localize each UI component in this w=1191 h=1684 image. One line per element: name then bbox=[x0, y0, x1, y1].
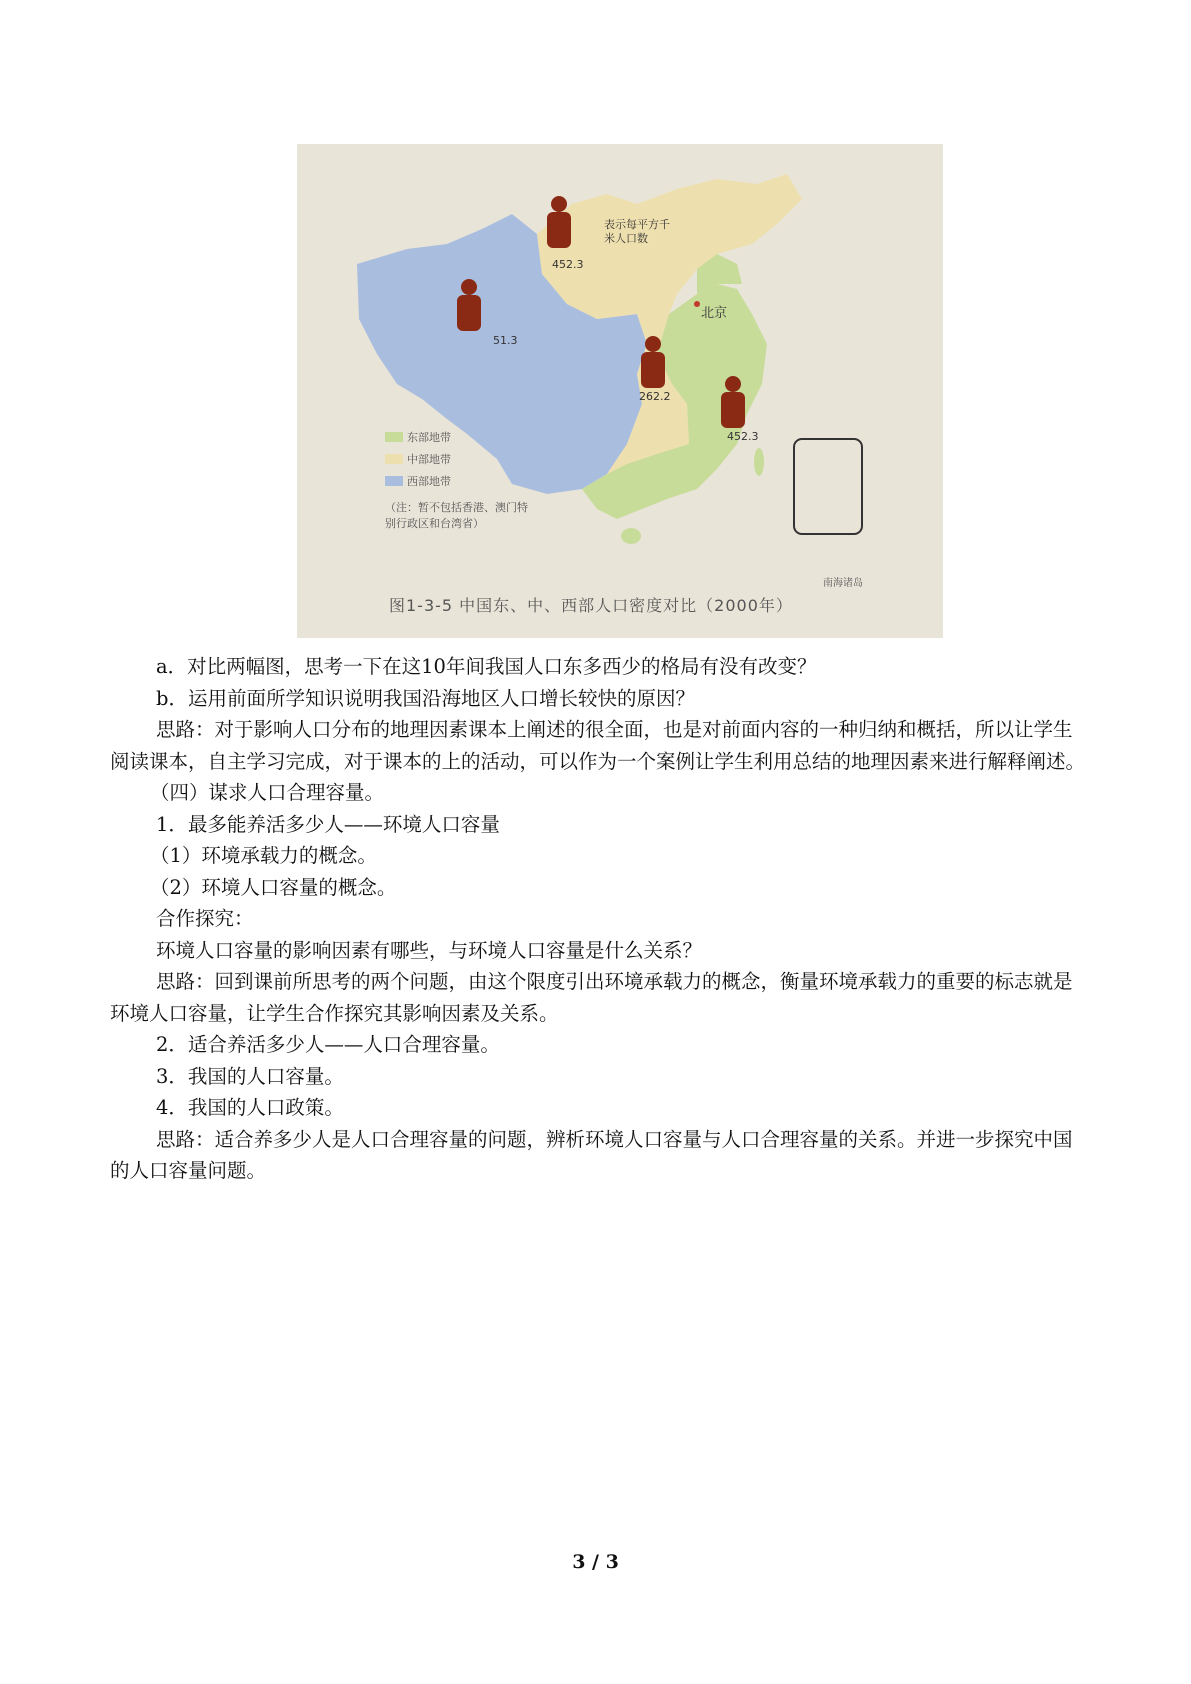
density-label: 51.3 bbox=[493, 334, 518, 347]
capital-marker bbox=[694, 301, 700, 307]
figure-caption: 图1-3-5 中国东、中、西部人口密度对比（2000年） bbox=[389, 596, 793, 615]
person-icon bbox=[547, 196, 571, 248]
paragraph: 3．我国的人口容量。 bbox=[156, 1064, 344, 1088]
legend-item bbox=[385, 426, 535, 448]
map-legend bbox=[385, 426, 535, 532]
paragraph: a．对比两幅图，思考一下在这10年间我国人口东多西少的格局有没有改变？ bbox=[156, 655, 817, 678]
density-label: 452.3 bbox=[552, 258, 584, 271]
inset-label: 南海诸岛 bbox=[823, 578, 863, 589]
paragraph: 思路：对于影响人口分布的地理因素课本上阐述的很全面，也是对前面内容的一种归纳和概括，所以让学生阅读课本，自主学习完成，对于课本的上的活动，可以作为一个案例让学生利用总结的地理因素来进行解释阐述。 bbox=[110, 718, 1086, 773]
paragraph: 1．最多能养活多少人——环境人口容量 bbox=[156, 812, 500, 836]
legend-swatch bbox=[385, 454, 403, 464]
density-label: 262.2 bbox=[639, 390, 671, 403]
legend-swatch bbox=[385, 476, 403, 486]
paragraph: （2）环境人口容量的概念。 bbox=[150, 875, 397, 899]
paragraph: （四）谋求人口合理容量。 bbox=[150, 781, 385, 804]
paragraph: 合作探究： bbox=[156, 907, 254, 930]
hainan-island bbox=[621, 528, 641, 544]
paragraph: 思路：回到课前所思考的两个问题，由这个限度引出环境承载力的概念，衡量环境承载力的重要的标志就是环境人口容量，让学生合作探究其影响因素及关系。 bbox=[110, 970, 1073, 1025]
paragraph: 4．我国的人口政策。 bbox=[156, 1096, 344, 1119]
paragraph: 2．适合养活多少人——人口合理容量。 bbox=[156, 1033, 500, 1056]
capital-label: 北京 bbox=[701, 306, 728, 321]
paragraph: （1）环境承载力的概念。 bbox=[150, 844, 377, 867]
paragraph: 环境人口容量的影响因素有哪些，与环境人口容量是什么关系？ bbox=[156, 938, 703, 962]
paragraph: 思路：适合养多少人是人口合理容量的问题，辨析环境人口容量与人口合理容量的关系。并进一步探究中国的人口容量问题。 bbox=[110, 1127, 1073, 1182]
page-number: 3 / 3 bbox=[572, 1551, 619, 1573]
legend-swatch bbox=[385, 432, 403, 442]
legend-label: 西部地带 bbox=[407, 475, 451, 488]
taiwan-island bbox=[754, 448, 764, 476]
symbol-note: 表示每平方千米人口数 bbox=[604, 218, 670, 245]
paragraph: b．运用前面所学知识说明我国沿海地区人口增长较快的原因？ bbox=[156, 686, 695, 710]
map-note: （注：暂不包括香港、澳门特别行政区和台湾省） bbox=[385, 501, 528, 530]
legend-item bbox=[385, 470, 535, 492]
body-text bbox=[110, 651, 1090, 1187]
legend-item bbox=[385, 448, 535, 470]
population-density-map-figure bbox=[297, 144, 943, 638]
legend-label: 中部地带 bbox=[407, 453, 451, 466]
density-label: 452.3 bbox=[727, 430, 759, 443]
south-china-sea-inset bbox=[794, 439, 862, 534]
legend-label: 东部地带 bbox=[407, 431, 451, 444]
